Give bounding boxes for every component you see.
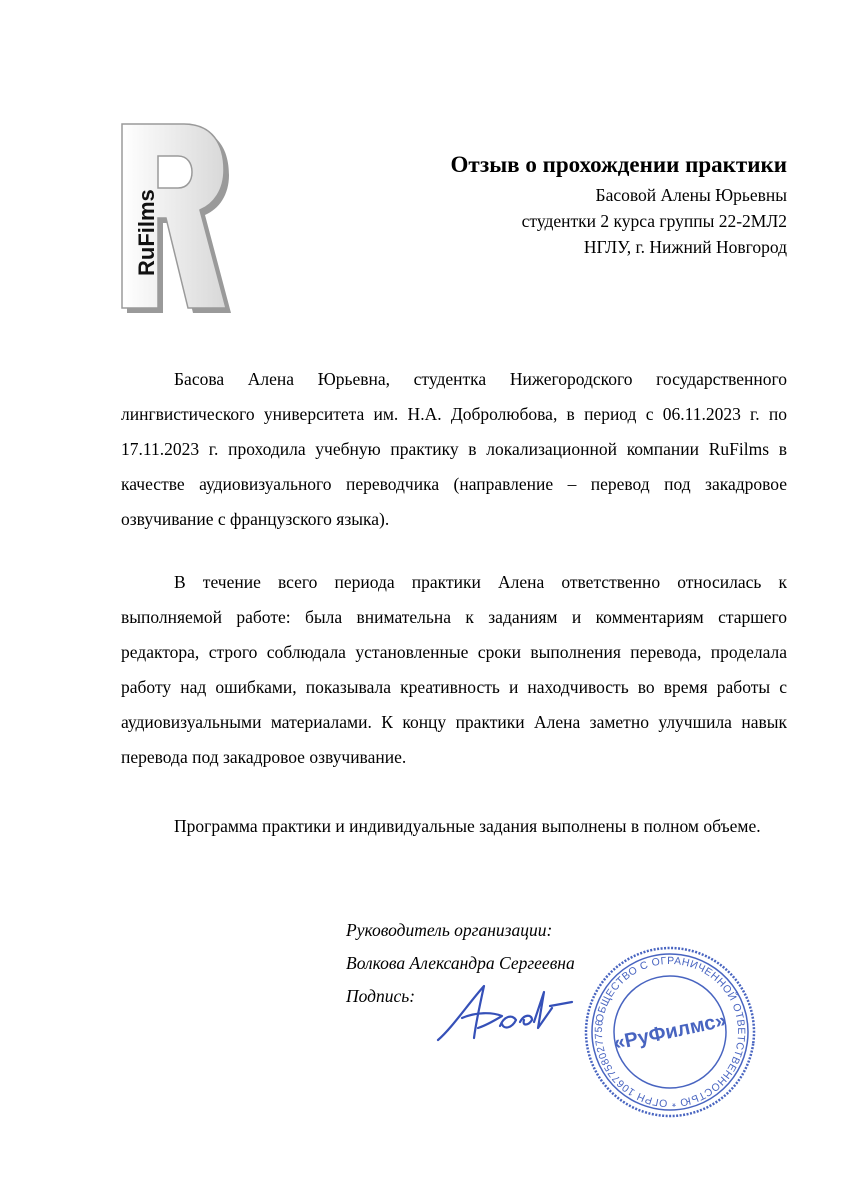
company-logo xyxy=(116,120,232,316)
stamp-center-text: «РуФилмс» xyxy=(611,1009,729,1055)
student-university: НГЛУ, г. Нижний Новгород xyxy=(583,237,787,257)
body-paragraph-2: В течение всего периода практики Алена ответственно относилась к выполняемой работе: была внимательна к заданиям и комментариям старшего редактора, строго соблюдала установленные сроки выполнения перевода, проделала работу над ошибками, показывала креативность и находчивость во время работы с аудиовизуальными материалами. К концу практики Алена заметно улучшила навык перевода под закадровое озвучивание. xyxy=(121,572,787,767)
body-paragraph-1: Басова Алена Юрьевна, студентка Нижегородского государственного лингвистического университета им. Н.А. Добролюбова, в период с 06.11.2023 г. по 17.11.2023 г. проходила учебную практику в локализационной компании RuFilms в качестве аудиовизуального переводчика (направление – перевод под закадровое озвучивание с французского языка). xyxy=(121,369,787,529)
student-group: студентки 2 курса группы 22-2МЛ2 xyxy=(521,211,787,231)
signature-label: Подпись: xyxy=(346,986,416,1006)
document-title: Отзыв о прохождении практики xyxy=(450,152,787,177)
body-paragraph-3: Программа практики и индивидуальные задания выполнены в полном объеме. xyxy=(174,816,761,836)
logo-text: RuFilms xyxy=(134,189,159,276)
signer-name: Волкова Александра Сергеевна xyxy=(346,953,575,973)
student-name: Басовой Алены Юрьевны xyxy=(595,185,787,205)
company-stamp xyxy=(582,944,758,1120)
stamp-ring-text: ОБЩЕСТВО С ОГРАНИЧЕННОЙ ОТВЕТСТВЕННОСТЬЮ * ОГРН 1067758027756 xyxy=(592,954,748,1110)
document-header xyxy=(451,148,788,260)
signer-role: Руководитель организации: xyxy=(346,920,553,940)
handwritten-signature xyxy=(432,978,582,1050)
